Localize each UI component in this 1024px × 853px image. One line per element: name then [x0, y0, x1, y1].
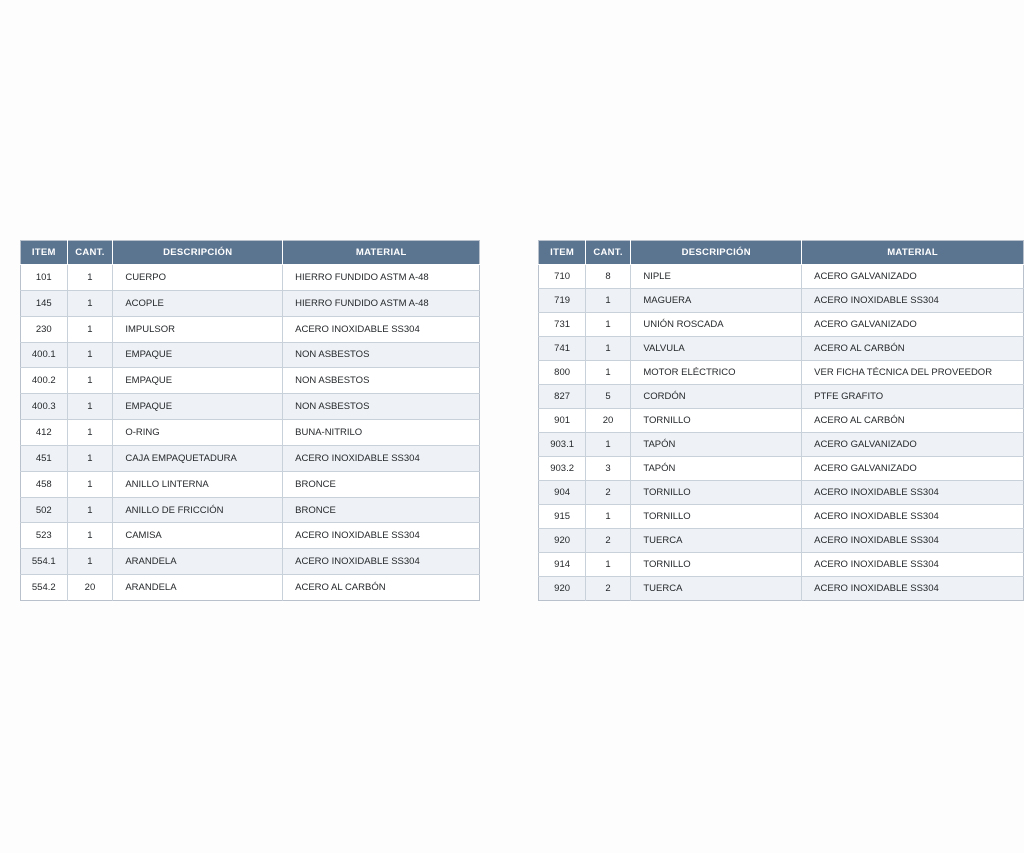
cell-cantidad: 20 [585, 409, 631, 433]
parts-tables-container [0, 240, 1024, 601]
cell-cantidad: 1 [67, 342, 113, 368]
cell-item: 827 [539, 385, 585, 409]
cell-material: ACERO AL CARBÓN [802, 409, 1024, 433]
cell-cantidad: 1 [67, 471, 113, 497]
cell-cantidad: 1 [585, 553, 631, 577]
cell-material: ACERO INOXIDABLE SS304 [283, 549, 480, 575]
column-header-descripcion: DESCRIPCIÓN [113, 241, 283, 265]
cell-cantidad: 1 [585, 361, 631, 385]
cell-descripcion: ANILLO DE FRICCIÓN [113, 497, 283, 523]
cell-descripcion: TAPÓN [631, 457, 802, 481]
cell-descripcion: TUERCA [631, 529, 802, 553]
right-table-body [539, 265, 1024, 601]
cell-item: 915 [539, 505, 585, 529]
cell-cantidad: 2 [585, 529, 631, 553]
cell-cantidad: 8 [585, 265, 631, 289]
cell-cantidad: 1 [67, 445, 113, 471]
table-row [539, 457, 1024, 481]
cell-material: ACERO AL CARBÓN [283, 575, 480, 601]
cell-descripcion: NIPLE [631, 265, 802, 289]
cell-cantidad: 1 [585, 289, 631, 313]
cell-cantidad: 1 [67, 394, 113, 420]
cell-material: ACERO INOXIDABLE SS304 [802, 553, 1024, 577]
cell-cantidad: 2 [585, 481, 631, 505]
left-table-header [21, 241, 480, 265]
table-row [21, 290, 480, 316]
cell-descripcion: ARANDELA [113, 549, 283, 575]
cell-material: ACERO GALVANIZADO [802, 457, 1024, 481]
table-header-row [539, 241, 1024, 265]
table-row [539, 529, 1024, 553]
cell-item: 731 [539, 313, 585, 337]
cell-descripcion: EMPAQUE [113, 394, 283, 420]
cell-descripcion: ACOPLE [113, 290, 283, 316]
cell-descripcion: UNIÓN ROSCADA [631, 313, 802, 337]
cell-item: 523 [21, 523, 68, 549]
table-row [539, 361, 1024, 385]
column-header-item: ITEM [539, 241, 585, 265]
cell-item: 904 [539, 481, 585, 505]
cell-cantidad: 3 [585, 457, 631, 481]
table-row [539, 553, 1024, 577]
cell-item: 920 [539, 577, 585, 601]
cell-cantidad: 1 [585, 505, 631, 529]
cell-material: NON ASBESTOS [283, 342, 480, 368]
cell-item: 412 [21, 420, 68, 446]
cell-cantidad: 1 [67, 497, 113, 523]
cell-descripcion: EMPAQUE [113, 368, 283, 394]
cell-descripcion: TORNILLO [631, 409, 802, 433]
table-row [21, 523, 480, 549]
table-row [21, 471, 480, 497]
cell-item: 451 [21, 445, 68, 471]
column-header-material: MATERIAL [802, 241, 1024, 265]
cell-cantidad: 1 [67, 523, 113, 549]
cell-material: ACERO INOXIDABLE SS304 [283, 316, 480, 342]
cell-material: NON ASBESTOS [283, 394, 480, 420]
column-header-material: MATERIAL [283, 241, 480, 265]
table-row [539, 481, 1024, 505]
table-row [539, 409, 1024, 433]
table-row [21, 420, 480, 446]
cell-material: HIERRO FUNDIDO ASTM A-48 [283, 265, 480, 291]
cell-material: ACERO INOXIDABLE SS304 [802, 289, 1024, 313]
cell-descripcion: ANILLO LINTERNA [113, 471, 283, 497]
cell-material: NON ASBESTOS [283, 368, 480, 394]
cell-cantidad: 1 [67, 265, 113, 291]
column-header-cantidad: CANT. [585, 241, 631, 265]
cell-descripcion: TORNILLO [631, 553, 802, 577]
table-row [539, 433, 1024, 457]
table-row [21, 265, 480, 291]
table-row [539, 289, 1024, 313]
cell-item: 741 [539, 337, 585, 361]
left-table-body [21, 265, 480, 601]
cell-cantidad: 1 [67, 549, 113, 575]
cell-material: ACERO AL CARBÓN [802, 337, 1024, 361]
cell-descripcion: TORNILLO [631, 481, 802, 505]
cell-material: BUNA-NITRILO [283, 420, 480, 446]
cell-descripcion: VALVULA [631, 337, 802, 361]
cell-material: ACERO INOXIDABLE SS304 [283, 523, 480, 549]
table-row [539, 385, 1024, 409]
table-row [21, 549, 480, 575]
cell-item: 710 [539, 265, 585, 289]
table-row [21, 342, 480, 368]
cell-cantidad: 1 [67, 316, 113, 342]
cell-item: 914 [539, 553, 585, 577]
table-row [21, 575, 480, 601]
table-header-row [21, 241, 480, 265]
cell-material: ACERO INOXIDABLE SS304 [802, 577, 1024, 601]
cell-cantidad: 1 [67, 420, 113, 446]
cell-material: PTFE GRAFITO [802, 385, 1024, 409]
cell-material: VER FICHA TÉCNICA DEL PROVEEDOR [802, 361, 1024, 385]
cell-descripcion: TORNILLO [631, 505, 802, 529]
cell-item: 554.2 [21, 575, 68, 601]
cell-material: ACERO GALVANIZADO [802, 265, 1024, 289]
cell-material: ACERO INOXIDABLE SS304 [802, 529, 1024, 553]
cell-item: 101 [21, 265, 68, 291]
cell-material: HIERRO FUNDIDO ASTM A-48 [283, 290, 480, 316]
cell-cantidad: 1 [585, 313, 631, 337]
cell-descripcion: MOTOR ELÉCTRICO [631, 361, 802, 385]
cell-descripcion: CAJA EMPAQUETADURA [113, 445, 283, 471]
table-row [21, 368, 480, 394]
cell-cantidad: 1 [585, 337, 631, 361]
cell-material: ACERO GALVANIZADO [802, 433, 1024, 457]
table-row [21, 316, 480, 342]
cell-item: 400.3 [21, 394, 68, 420]
cell-cantidad: 1 [67, 368, 113, 394]
table-row [21, 497, 480, 523]
left-parts-table [20, 240, 480, 601]
cell-descripcion: CUERPO [113, 265, 283, 291]
cell-cantidad: 1 [67, 290, 113, 316]
cell-item: 145 [21, 290, 68, 316]
cell-item: 400.2 [21, 368, 68, 394]
cell-cantidad: 20 [67, 575, 113, 601]
table-row [539, 265, 1024, 289]
cell-material: BRONCE [283, 471, 480, 497]
cell-item: 920 [539, 529, 585, 553]
column-header-descripcion: DESCRIPCIÓN [631, 241, 802, 265]
cell-descripcion: O-RING [113, 420, 283, 446]
cell-material: ACERO INOXIDABLE SS304 [283, 445, 480, 471]
cell-item: 800 [539, 361, 585, 385]
table-row [21, 445, 480, 471]
cell-descripcion: TUERCA [631, 577, 802, 601]
cell-item: 719 [539, 289, 585, 313]
table-row [539, 313, 1024, 337]
column-header-item: ITEM [21, 241, 68, 265]
right-parts-table [538, 240, 1024, 601]
cell-item: 901 [539, 409, 585, 433]
cell-material: ACERO GALVANIZADO [802, 313, 1024, 337]
table-row [539, 337, 1024, 361]
table-row [21, 394, 480, 420]
cell-material: ACERO INOXIDABLE SS304 [802, 481, 1024, 505]
cell-cantidad: 5 [585, 385, 631, 409]
cell-descripcion: TAPÓN [631, 433, 802, 457]
cell-item: 400.1 [21, 342, 68, 368]
right-table-header [539, 241, 1024, 265]
cell-cantidad: 1 [585, 433, 631, 457]
cell-material: BRONCE [283, 497, 480, 523]
cell-material: ACERO INOXIDABLE SS304 [802, 505, 1024, 529]
cell-item: 230 [21, 316, 68, 342]
cell-descripcion: IMPULSOR [113, 316, 283, 342]
cell-descripcion: CAMISA [113, 523, 283, 549]
column-header-cantidad: CANT. [67, 241, 113, 265]
cell-item: 458 [21, 471, 68, 497]
table-row [539, 577, 1024, 601]
cell-descripcion: CORDÓN [631, 385, 802, 409]
cell-descripcion: EMPAQUE [113, 342, 283, 368]
cell-cantidad: 2 [585, 577, 631, 601]
cell-item: 502 [21, 497, 68, 523]
cell-descripcion: ARANDELA [113, 575, 283, 601]
cell-descripcion: MAGUERA [631, 289, 802, 313]
table-row [539, 505, 1024, 529]
cell-item: 903.2 [539, 457, 585, 481]
cell-item: 554.1 [21, 549, 68, 575]
cell-item: 903.1 [539, 433, 585, 457]
